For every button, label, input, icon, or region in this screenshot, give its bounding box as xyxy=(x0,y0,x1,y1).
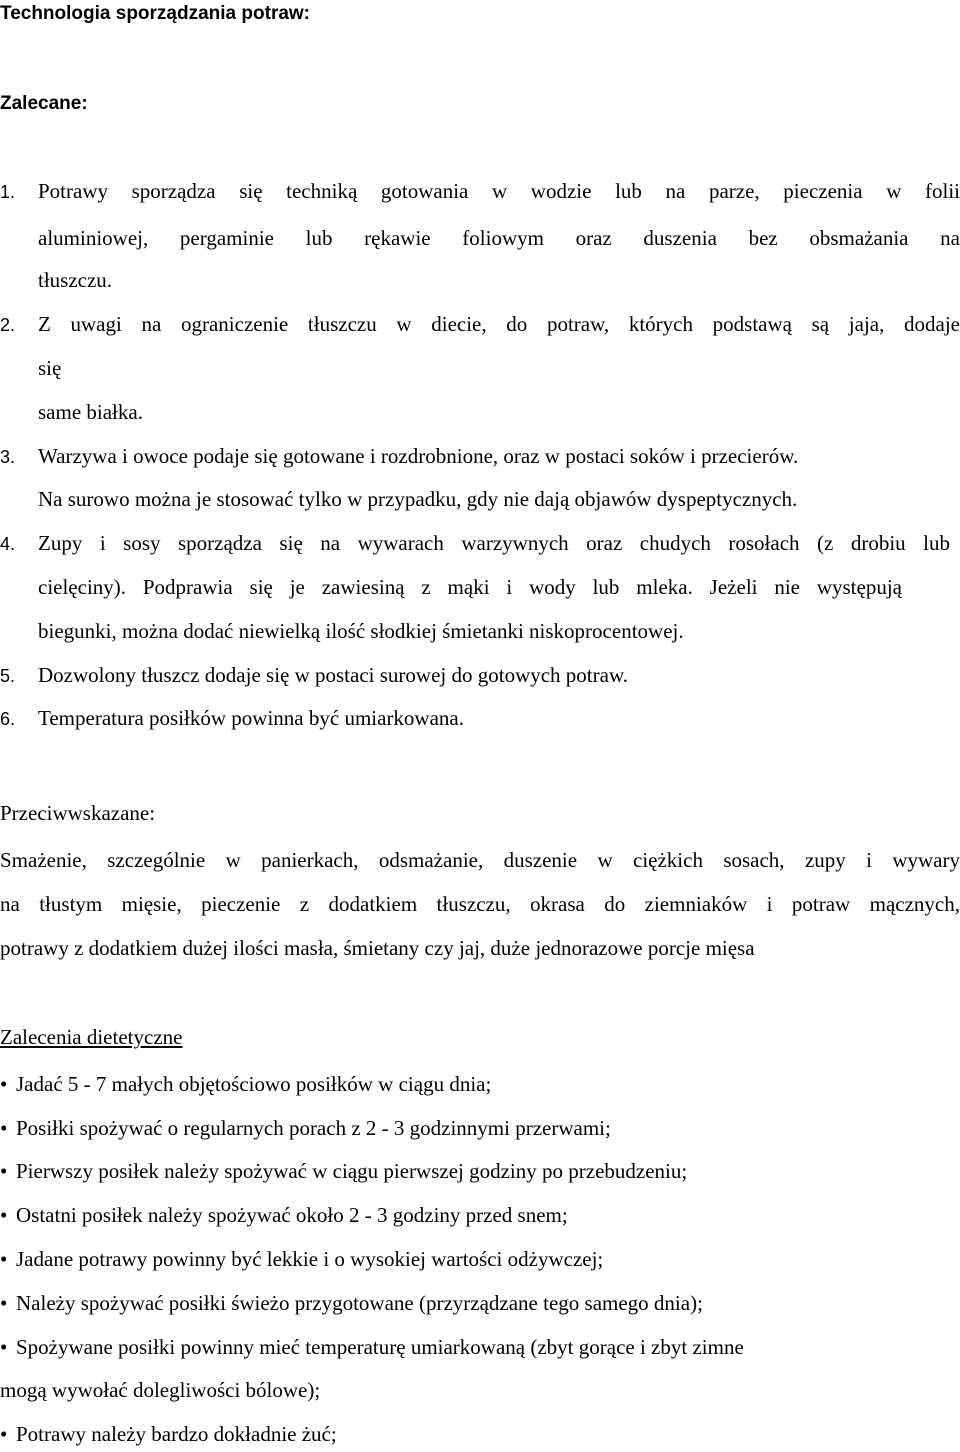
dietary-item-5: • Jadane potrawy powinny być lekkie i o wysokiej wartości odżywczej; xyxy=(0,1247,604,1271)
recommended-item-3-line-1: 3. Warzywa i owoce podaje się gotowane i rozdrobnione, oraz w postaci soków i przecierów. xyxy=(0,444,799,468)
recommended-heading: Zalecane: xyxy=(0,93,88,114)
page-title: Technologia sporządzania potraw: xyxy=(0,3,311,24)
bullet-icon: • xyxy=(0,1159,8,1183)
recommended-item-4-line-2: cielęciny). Podprawia się je zawiesiną z mąki i wody lub mleka. Jeżeli nie występują xyxy=(38,575,902,599)
dietary-item-9: • Potrawy należy bardzo dokładnie żuć; xyxy=(0,1422,337,1446)
bullet-icon: • xyxy=(0,1072,8,1096)
bullet-icon: • xyxy=(0,1247,8,1271)
bullet-icon: • xyxy=(0,1116,8,1140)
bullet-icon: • xyxy=(0,1291,8,1315)
item-1-number: 1. xyxy=(0,182,16,202)
recommended-item-1-line-1: 1. Potrawy sporządza się techniką gotowania w wodzie lub na parze, pieczenia w folii xyxy=(0,179,960,203)
bullet-icon: • xyxy=(0,1335,8,1359)
recommended-item-2-line-3: same białka. xyxy=(38,400,143,424)
item-5-number: 5. xyxy=(0,666,16,686)
dietary-item-6: • Należy spożywać posiłki świeżo przygotowane (przyrządzane tego samego dnia); xyxy=(0,1291,703,1315)
recommended-item-4-line-1: 4. Zupy i sosy sporządza się na wywarach warzywnych oraz chudych rosołach (z drobiu lub xyxy=(0,531,950,555)
item-2-number: 2. xyxy=(0,315,16,335)
recommended-item-2-line-1: 2. Z uwagi na ograniczenie tłuszczu w diecie, do potraw, których podstawą są jaja, dodaje xyxy=(0,312,960,336)
recommended-item-6: 6. Temperatura posiłków powinna być umiarkowana. xyxy=(0,706,464,730)
contraindicated-line-2: na tłustym mięsie, pieczenie z dodatkiem tłuszczu, okrasa do ziemniaków i potraw mącznych, xyxy=(0,892,960,916)
item-3-number: 3. xyxy=(0,447,16,467)
dietary-item-7: • Spożywane posiłki powinny mieć temperaturę umiarkowaną (zbyt gorące i zbyt zimne xyxy=(0,1335,744,1359)
recommended-item-1-line-2: aluminiowej, pergaminie lub rękawie foliowym oraz duszenia bez obsmażania na xyxy=(38,226,960,250)
contraindicated-heading: Przeciwwskazane: xyxy=(0,801,156,825)
contraindicated-line-1: Smażenie, szczególnie w panierkach, odsmażanie, duszenie w ciężkich sosach, zupy i wywary xyxy=(0,848,960,872)
contraindicated-line-3: potrawy z dodatkiem dużej ilości masła, śmietany czy jaj, duże jednorazowe porcje mięsa xyxy=(0,936,755,960)
recommended-item-2-line-2: się xyxy=(38,356,62,380)
dietary-item-1: • Jadać 5 - 7 małych objętościowo posiłków w ciągu dnia; xyxy=(0,1072,492,1096)
bullet-icon: • xyxy=(0,1422,8,1446)
dietary-item-8: mogą wywołać dolegliwości bólowe); xyxy=(0,1378,321,1402)
bullet-icon: • xyxy=(0,1203,8,1227)
recommended-item-4-line-3: biegunki, można dodać niewielką ilość słodkiej śmietanki niskoprocentowej. xyxy=(38,619,684,643)
recommended-item-1-line-3: tłuszczu. xyxy=(38,268,113,292)
dietary-item-3: • Pierwszy posiłek należy spożywać w ciągu pierwszej godziny po przebudzeniu; xyxy=(0,1159,688,1183)
item-6-number: 6. xyxy=(0,709,16,729)
dietary-heading: Zalecenia dietetyczne xyxy=(0,1025,183,1049)
dietary-item-2: • Posiłki spożywać o regularnych porach z 2 - 3 godzinnymi przerwami; xyxy=(0,1116,611,1140)
recommended-item-3-line-2: Na surowo można je stosować tylko w przypadku, gdy nie dają objawów dyspeptycznych. xyxy=(38,487,798,511)
dietary-item-4: • Ostatni posiłek należy spożywać około 2 - 3 godziny przed snem; xyxy=(0,1203,568,1227)
recommended-item-5: 5. Dozwolony tłuszcz dodaje się w postaci surowej do gotowych potraw. xyxy=(0,663,628,687)
item-4-number: 4. xyxy=(0,534,16,554)
